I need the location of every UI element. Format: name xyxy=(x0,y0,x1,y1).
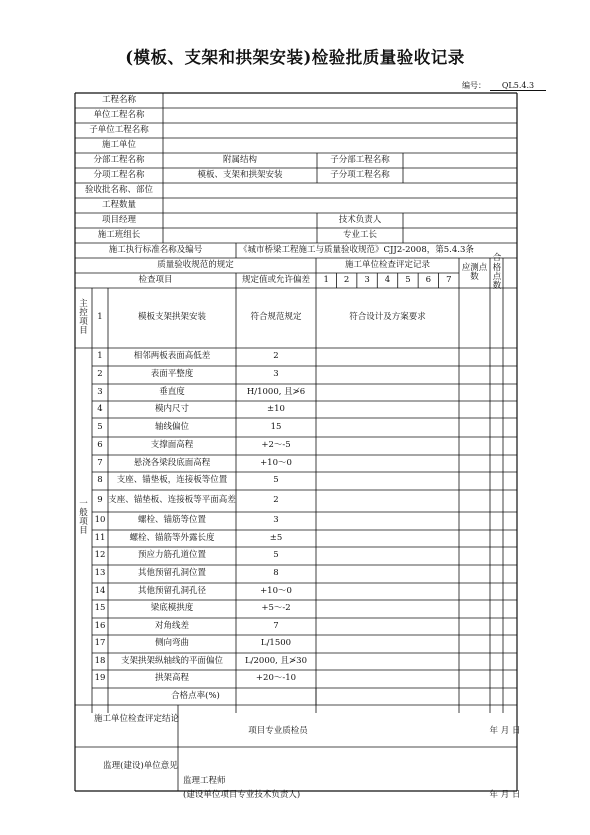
pass-rate-label: 合格点率(%) xyxy=(171,690,220,701)
main-control-tolerance: 符合规范规定 xyxy=(250,312,302,323)
construction-unit-label: 施工单位 xyxy=(101,139,136,150)
general-row-tolerance: +5～-2 xyxy=(261,603,291,614)
document-code xyxy=(462,80,546,91)
main-control-no: 1 xyxy=(97,312,103,323)
general-row-tolerance: 15 xyxy=(270,421,282,432)
general-row-tolerance: H/1000, 且≯6 xyxy=(246,386,306,397)
general-row-tolerance: L/2000, 且≯30 xyxy=(245,655,307,666)
general-row-item: 螺栓、锚筋等位置 xyxy=(137,515,206,526)
point-number-1: 1 xyxy=(323,274,329,285)
general-row-tolerance: ±5 xyxy=(269,532,283,543)
point-number-3: 3 xyxy=(364,274,370,285)
point-number-5: 5 xyxy=(405,274,411,285)
team-leader-label: 施工班组长 xyxy=(97,229,141,240)
general-row-item: 对角线差 xyxy=(154,620,189,631)
general-row-no: 9 xyxy=(97,495,103,506)
general-row-no: 13 xyxy=(94,568,106,579)
general-row-no: 2 xyxy=(97,369,103,380)
general-row-item: 模内尺寸 xyxy=(154,403,189,414)
general-row-item: 支座、锚垫板、连接板等平面高差 xyxy=(108,495,236,506)
spec-title: 质量验收规范的规定 xyxy=(157,259,234,270)
general-row-tolerance: +10～0 xyxy=(260,585,292,596)
pass-points-header: 合格点数 xyxy=(492,253,502,292)
general-row-tolerance: +10～0 xyxy=(260,457,292,468)
general-row-no: 12 xyxy=(94,550,106,561)
division-value: 附属结构 xyxy=(222,154,257,165)
item-project-value: 模板、支架和拱架安装 xyxy=(197,169,283,180)
inspection-lot-label: 验收批名称、部位 xyxy=(84,184,153,195)
project-name-label: 工程名称 xyxy=(101,94,136,105)
general-row-item: 表面平整度 xyxy=(150,369,194,380)
general-row-tolerance: 5 xyxy=(273,475,279,486)
general-items-label xyxy=(75,348,92,688)
supervision-label: 监理(建设)单位意见 xyxy=(103,761,178,772)
general-row-item: 其他预留孔洞孔径 xyxy=(137,585,206,596)
general-row-no: 1 xyxy=(97,351,103,362)
sub-division-name-label: 子分部工程名称 xyxy=(330,154,390,165)
general-row-item: 相邻两板表面高低差 xyxy=(133,351,211,362)
tolerance-header: 规定值或允许偏差 xyxy=(241,274,310,285)
standard-label: 施工执行标准名称及编号 xyxy=(108,244,203,255)
general-row-item: 侧向弯曲 xyxy=(154,638,189,649)
general-items-label-text: 一般项目 xyxy=(79,499,88,536)
division-name-label: 分部工程名称 xyxy=(93,154,145,165)
general-row-item: 螺栓、锚筋等外露长度 xyxy=(129,532,215,543)
record-title: 施工单位检查评定记录 xyxy=(344,259,430,270)
general-row-no: 18 xyxy=(94,655,106,666)
general-row-tolerance: 5 xyxy=(273,550,279,561)
general-row-no: 16 xyxy=(94,620,106,631)
point-number-7: 7 xyxy=(446,274,452,285)
main-control-item: 模板支架拱架安装 xyxy=(137,312,206,323)
general-row-tolerance: +20～-10 xyxy=(255,673,297,684)
point-number-2: 2 xyxy=(343,274,350,285)
general-row-no: 3 xyxy=(97,386,103,397)
foreman-label: 专业工长 xyxy=(342,229,377,240)
tech-lead-label: 技术负责人 xyxy=(338,214,382,225)
general-row-item: 轴线偏位 xyxy=(154,421,189,432)
general-row-no: 6 xyxy=(97,440,103,451)
general-row-tolerance: 7 xyxy=(273,620,279,631)
general-row-no: 10 xyxy=(94,515,106,526)
quantity-label: 工程数量 xyxy=(101,199,136,210)
check-item-header: 检查项目 xyxy=(138,274,173,285)
general-row-no: 14 xyxy=(94,585,106,596)
general-row-item: 支座、锚垫板，连接板等位置 xyxy=(116,475,228,486)
general-row-item: 支撑面高程 xyxy=(150,440,194,451)
point-number-6: 6 xyxy=(425,274,432,285)
eval-date: 年 月 日 xyxy=(489,726,521,737)
general-row-tolerance: 3 xyxy=(273,515,279,526)
supervisor-line1: 监理工程师 xyxy=(183,776,226,787)
general-row-no: 5 xyxy=(97,421,103,432)
general-row-no: 17 xyxy=(94,638,106,649)
general-row-tolerance: 3 xyxy=(273,369,279,380)
supervision-date: 年 月 日 xyxy=(489,790,521,801)
general-row-no: 7 xyxy=(97,457,103,468)
general-row-no: 15 xyxy=(94,603,106,614)
quality-inspector-label: 项目专业质检员 xyxy=(248,726,308,737)
main-control-record: 符合设计及方案要求 xyxy=(349,312,426,323)
item-project-name-label: 分项工程名称 xyxy=(93,169,145,180)
general-row-item: 垂直度 xyxy=(159,386,185,397)
measure-points-header: 应测点数 xyxy=(461,262,488,282)
general-row-item: 预应力筋孔道位置 xyxy=(137,550,206,561)
sub-unit-project-label: 子单位工程名称 xyxy=(89,124,149,135)
general-row-item: 支架拱架纵轴线的平面偏位 xyxy=(120,655,223,666)
code-label: 编号： xyxy=(462,81,486,90)
project-manager-label: 项目经理 xyxy=(101,214,136,225)
page-title: (模板、支架和拱架安装)检验批质量验收记录 xyxy=(125,48,465,67)
general-row-no: 11 xyxy=(94,532,106,543)
unit-project-label: 单位工程名称 xyxy=(93,109,145,120)
standard-value: 《城市桥梁工程施工与质量验收规范》CJJ2-2008，第5.4.3条 xyxy=(239,244,474,255)
supervisor-line2: (建设单位项目专业技术负责人) xyxy=(183,790,301,801)
general-row-no: 19 xyxy=(94,673,106,684)
sub-item-project-name-label: 子分项工程名称 xyxy=(330,169,390,180)
construction-eval-label: 施工单位检查评定结论 xyxy=(93,714,179,725)
general-row-tolerance: ±10 xyxy=(267,403,285,414)
general-row-item: 其他预留孔洞位置 xyxy=(137,568,206,579)
code-value: QL5.4.3 xyxy=(490,81,546,91)
general-row-no: 4 xyxy=(97,403,103,414)
general-row-tolerance: L/1500 xyxy=(260,638,292,649)
general-row-item: 梁底模拱度 xyxy=(150,603,194,614)
general-row-tolerance: 2 xyxy=(273,495,279,506)
general-row-tolerance: +2～-5 xyxy=(261,440,291,451)
general-row-item: 悬浇各梁段底面高程 xyxy=(133,457,211,468)
point-number-4: 4 xyxy=(384,274,391,285)
general-row-item: 拱架高程 xyxy=(154,673,189,684)
main-control-label-text: 主控项目 xyxy=(79,299,88,336)
inspection-record-form xyxy=(75,93,521,801)
general-row-tolerance: 8 xyxy=(273,568,279,579)
general-row-no: 8 xyxy=(97,475,103,486)
main-control-label xyxy=(75,288,92,348)
general-row-tolerance: 2 xyxy=(273,351,279,362)
